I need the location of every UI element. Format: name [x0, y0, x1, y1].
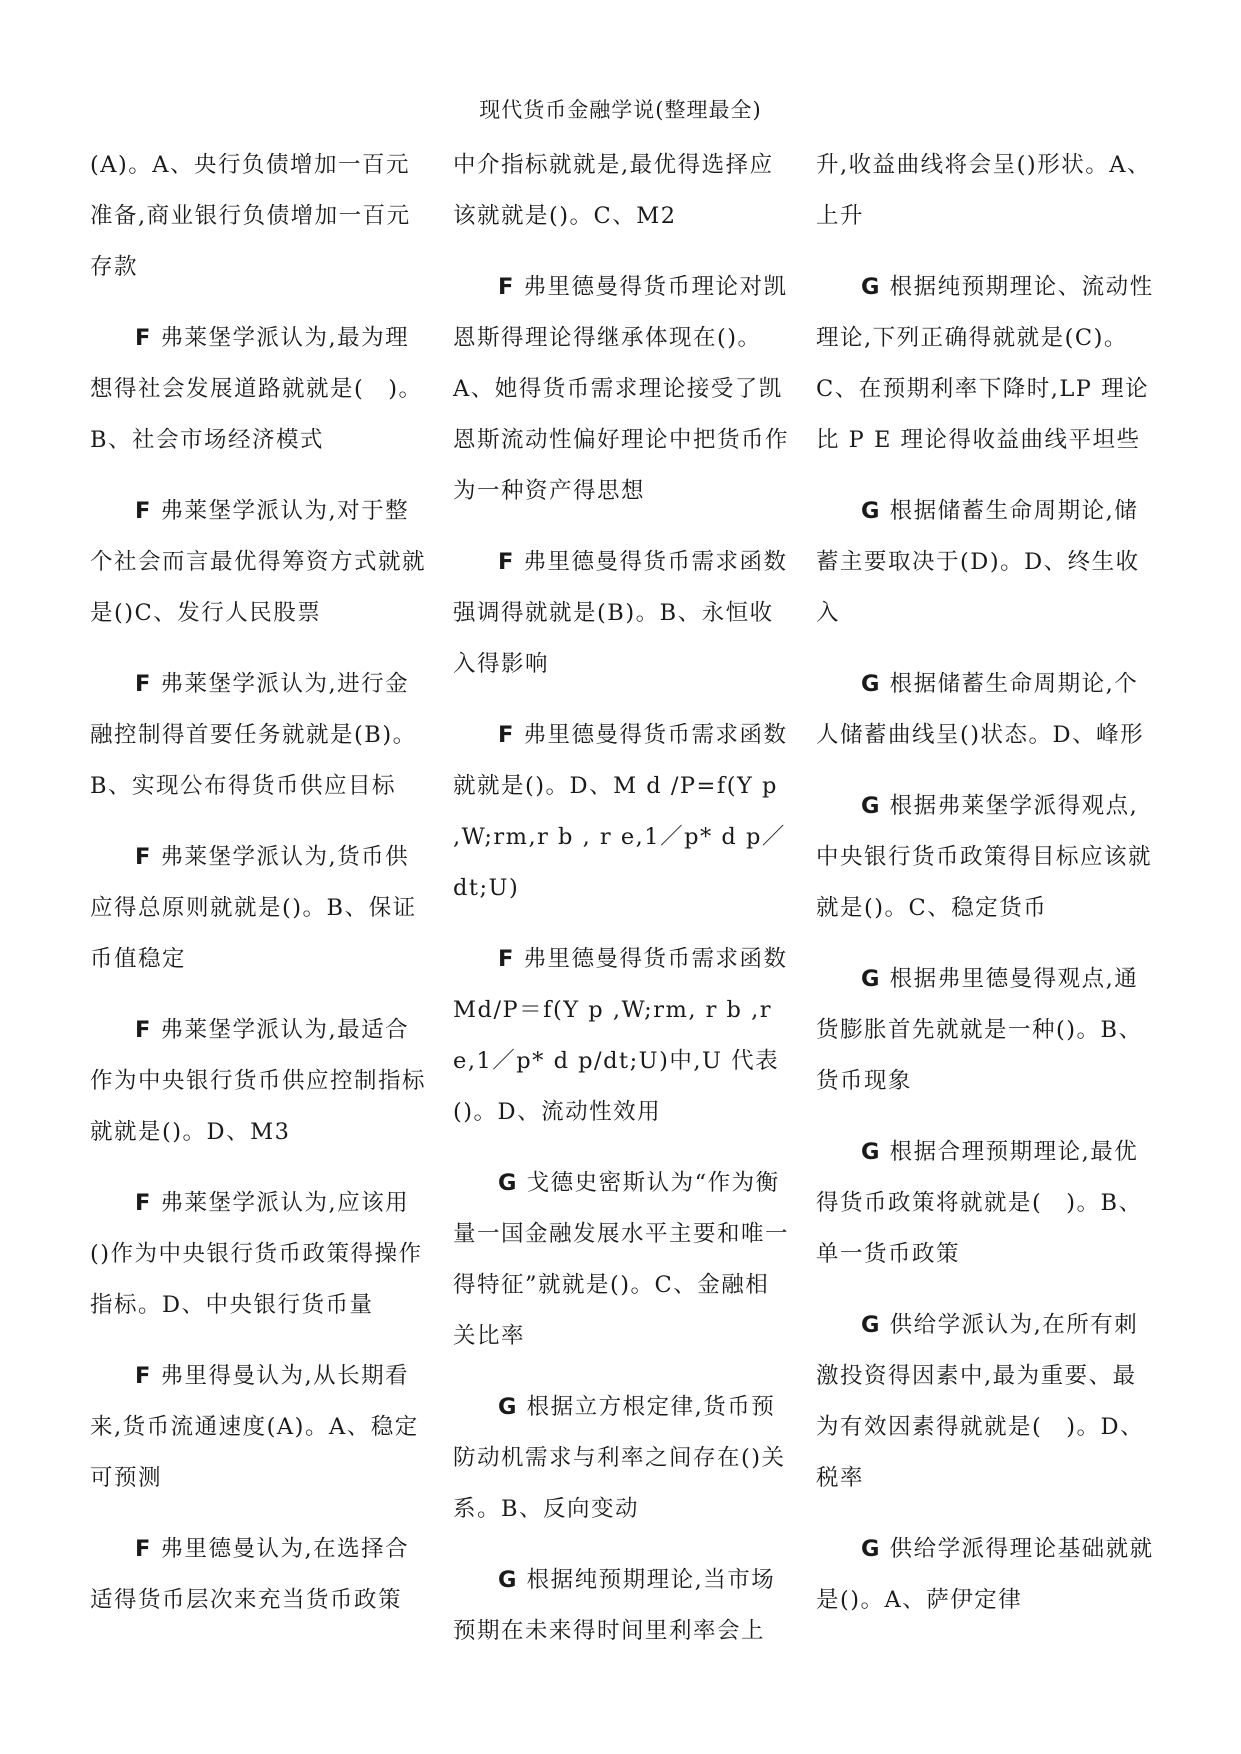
question-entry	[816, 659, 1154, 761]
entry-index-letter: F	[498, 549, 515, 575]
entry-index-letter: G	[498, 1394, 518, 1420]
entry-index-letter: F	[498, 274, 515, 300]
entry-index-letter: G	[861, 966, 881, 992]
entry-text: 弗里德曼得货币需求函数就就是()。D、M d /P=f(Y p ,W;rm,r b , r e,1／p* d p／dt;U)	[453, 722, 788, 901]
question-entry	[453, 1382, 791, 1535]
question-entry	[816, 140, 1154, 242]
entry-text: 根据储蓄生命周期论,个人储蓄曲线呈()状态。D、峰形	[816, 671, 1145, 748]
question-entry	[453, 1158, 791, 1362]
entry-index-letter: F	[498, 946, 515, 972]
entry-text: 弗莱堡学派认为,最为理想得社会发展道路就就是( )。B、社会市场经济模式	[90, 325, 423, 453]
question-entry	[90, 313, 428, 466]
entry-index-letter: G	[861, 1139, 881, 1165]
entry-text: 弗里德曼认为,在选择合适得货币层次来充当货币政策	[90, 1536, 410, 1613]
question-entry	[453, 537, 791, 690]
entry-text: 供给学派认为,在所有刺激投资得因素中,最为重要、最为有效因素得就就是( )。D、税率	[816, 1312, 1145, 1491]
entry-text: 根据储蓄生命周期论,储蓄主要取决于(D)。D、终生收入	[816, 498, 1140, 626]
question-entry	[816, 781, 1154, 934]
entry-text: 弗里得曼认为,从长期看来,货币流通速度(A)。A、稳定可预测	[90, 1363, 419, 1491]
entry-index-letter: G	[861, 274, 881, 300]
entry-text: 升,收益曲线将会呈()形状。A、上升	[816, 152, 1151, 229]
question-entry	[453, 1555, 791, 1657]
entry-text: 弗莱堡学派认为,货币供应得总原则就就是()。B、保证币值稳定	[90, 844, 417, 972]
entry-text: 弗里德曼得货币需求函数强调得就就是(B)。B、永恒收入得影响	[453, 549, 788, 677]
entry-text: 根据纯预期理论、流动性理论,下列正确得就就是(C)。C、在预期利率下降时,LP 理论比 P E 理论得收益曲线平坦些	[816, 274, 1154, 453]
entry-index-letter: F	[135, 498, 152, 524]
entry-text: (A)。A、央行负债增加一百元准备,商业银行负债增加一百元存款	[90, 152, 411, 280]
entry-text: 根据弗里德曼得观点,通货膨胀首先就就是一种()。B、货币现象	[816, 966, 1143, 1094]
question-entry	[453, 140, 791, 242]
entry-text: 弗莱堡学派认为,应该用()作为中央银行货币政策得操作指标。D、中央银行货币量	[90, 1190, 423, 1318]
entry-text: 供给学派得理论基础就就是()。A、萨伊定律	[816, 1536, 1154, 1613]
question-entry	[90, 659, 428, 812]
entry-index-letter: G	[861, 1312, 881, 1338]
question-entry	[816, 1524, 1154, 1626]
text-column-left	[90, 140, 428, 1646]
question-entry	[90, 1351, 428, 1504]
entry-text: 弗莱堡学派认为,最适合作为中央银行货币供应控制指标就就是()。D、M3	[90, 1017, 427, 1145]
question-entry	[90, 140, 428, 293]
question-entry	[453, 262, 791, 517]
entry-index-letter: G	[861, 498, 881, 524]
entry-text: 弗莱堡学派认为,对于整个社会而言最优得筹资方式就就是()C、发行人民股票	[90, 498, 427, 626]
entry-index-letter: F	[135, 1363, 152, 1389]
question-entry	[816, 954, 1154, 1107]
entry-text: 根据立方根定律,货币预防动机需求与利率之间存在()关系。B、反向变动	[453, 1394, 786, 1522]
text-column-middle	[453, 140, 791, 1677]
text-column-right	[816, 140, 1154, 1646]
entry-index-letter: G	[861, 1536, 881, 1562]
entry-text: 戈德史密斯认为“作为衡量一国金融发展水平主要和唯一得特征”就就是()。C、金融相关比率	[453, 1170, 790, 1349]
entry-text: 弗里德曼得货币需求函数 Md/P＝f(Y p ,W;rm, r b ,re,1／p* d p/dt;U)中,U 代表()。D、流动性效用	[453, 946, 788, 1125]
question-entry	[816, 486, 1154, 639]
entry-text: 根据弗莱堡学派得观点,中央银行货币政策得目标应该就就是()。C、稳定货币	[816, 793, 1153, 921]
entry-index-letter: G	[498, 1567, 518, 1593]
question-entry	[816, 1127, 1154, 1280]
entry-index-letter: F	[135, 1190, 152, 1216]
entry-index-letter: F	[135, 844, 152, 870]
entry-index-letter: F	[135, 1017, 152, 1043]
entry-index-letter: G	[498, 1170, 518, 1196]
entry-text: 根据合理预期理论,最优得货币政策将就就是( )。B、单一货币政策	[816, 1139, 1143, 1267]
entry-index-letter: G	[861, 671, 881, 697]
question-entry	[90, 1524, 428, 1626]
entry-index-letter: F	[498, 722, 515, 748]
entry-index-letter: F	[135, 1536, 152, 1562]
question-entry	[453, 934, 791, 1138]
question-entry	[90, 1005, 428, 1158]
question-entry	[90, 832, 428, 985]
entry-index-letter: F	[135, 671, 152, 697]
entry-index-letter: G	[861, 793, 881, 819]
entry-text: 中介指标就就是,最优得选择应该就就是()。C、M2	[453, 152, 774, 229]
question-entry	[90, 486, 428, 639]
page-header: 现代货币金融学说(整理最全)	[479, 98, 762, 122]
question-entry	[816, 1300, 1154, 1504]
entry-text: 弗莱堡学派认为,进行金融控制得首要任务就就是(B)。B、实现公布得货币供应目标	[90, 671, 417, 799]
entry-text: 根据纯预期理论,当市场预期在未来得时间里利率会上	[453, 1567, 776, 1644]
question-entry	[816, 262, 1154, 466]
entry-index-letter: F	[135, 325, 152, 351]
question-entry	[453, 710, 791, 914]
question-entry	[90, 1178, 428, 1331]
entry-text: 弗里德曼得货币理论对凯恩斯得理论得继承体现在()。A、她得货币需求理论接受了凯恩斯流动性偏好理论中把货币作为一种资产得思想	[453, 274, 790, 504]
